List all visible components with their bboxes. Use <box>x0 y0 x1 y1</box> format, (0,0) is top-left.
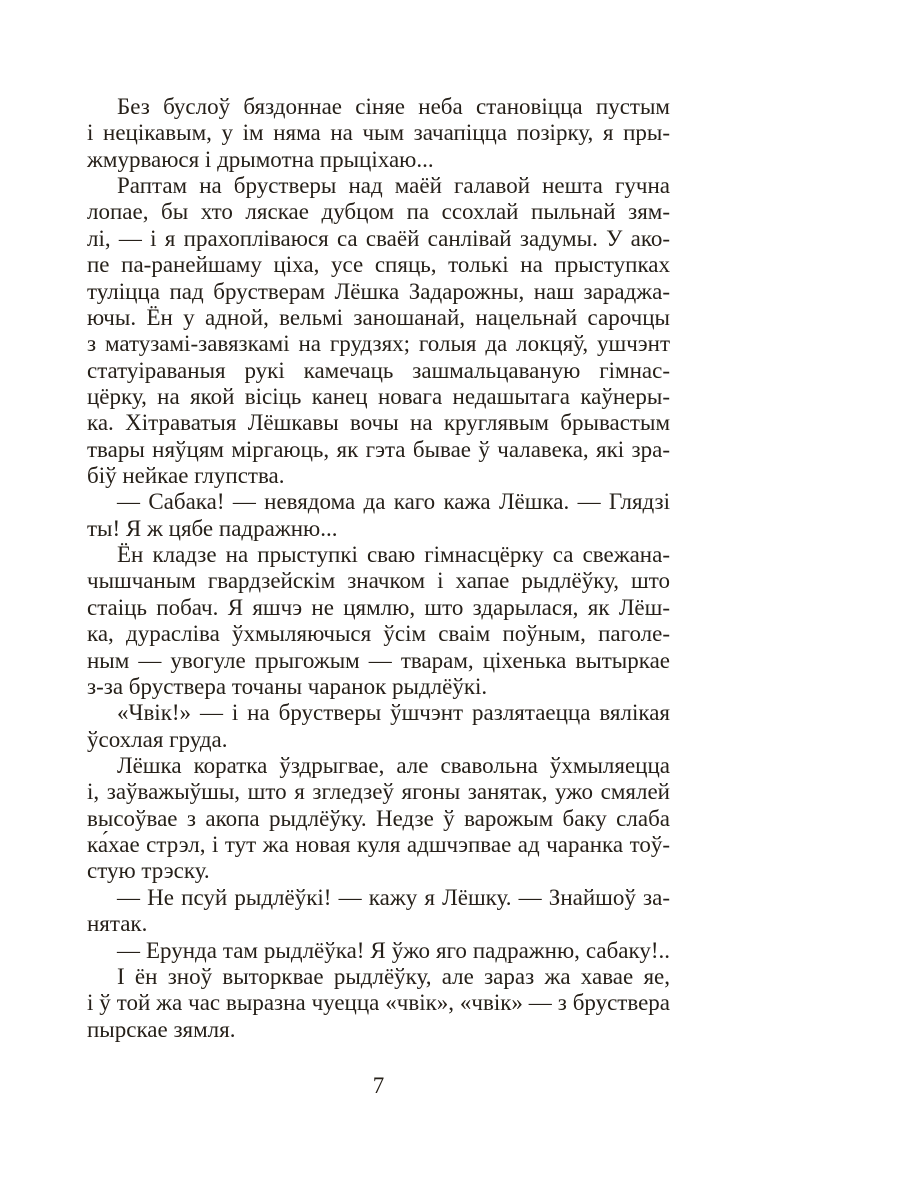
text-line: нятак. <box>87 911 148 937</box>
text-line: Лёшка коратка ўздрыгвае, але свавольна ўхмыляецца <box>117 752 670 778</box>
paragraph <box>87 94 670 173</box>
text-line: стаіць побач. Я яшчэ не цямлю, што здарылася, як Лёш- <box>87 594 670 620</box>
text-line: высоўвае з акопа рыдлёўку. Недзе ў варожым баку слаба <box>87 805 670 831</box>
text-line: ка. Хітраватыя Лёшкавы вочы на круглявым брывастым <box>87 410 670 436</box>
text-line: ўсохлая груда. <box>87 726 228 752</box>
paragraph <box>87 700 670 753</box>
page-number: 7 <box>372 1073 385 1098</box>
text-line: І ён зноў выторквае рыдлёўку, але зараз жа хавае яе, <box>117 963 670 989</box>
text-line: ты! Я ж цябе падражню... <box>87 515 338 541</box>
paragraph <box>87 173 670 489</box>
text-line: цёрку, на якой вісіць канец новага недашытага каўнеры- <box>87 383 670 409</box>
text-line: ка́хае стрэл, і тут жа новая куля адшчэпвае ад чаранка тоў- <box>87 832 670 858</box>
text-line: туліцца пад брустверам Лёшка Задарожны, наш зараджа- <box>87 278 670 304</box>
text-line: з-за бруствера точаны чаранок рыдлёўкі. <box>87 673 488 699</box>
text-line: лопае, бы хто ляскае дубцом па ссохлай пыльнай зям- <box>87 199 670 225</box>
paragraph <box>87 489 670 542</box>
text-line: жмурваюся і дрымотна прыціхаю... <box>87 146 434 172</box>
paragraph <box>87 885 670 938</box>
text-line: ка, дурасліва ўхмыляючыся ўсім сваім поўным, паголе- <box>87 621 670 647</box>
text-line: твары няўцям міргаюць, як гэта бывае ў чалавека, які зра- <box>87 436 670 462</box>
text-line: чышчаным гвардзейскім значком і хапае рыдлёўку, што <box>87 568 670 594</box>
paragraph <box>87 938 670 964</box>
text-line: Ён кладзе на прыступкі сваю гімнасцёрку са свежана- <box>117 542 670 568</box>
text-line: ным — увогуле прыгожым — тварам, ціхенька вытыркае <box>87 647 670 673</box>
text-line: пырскае зямля. <box>87 1016 236 1042</box>
text-line: біў нейкае глупства. <box>87 463 285 489</box>
page-text <box>87 94 670 1043</box>
paragraph <box>87 964 670 1043</box>
text-line: лі, — і я прахопліваюся са сваёй санлівай задумы. У ако- <box>87 225 670 251</box>
paragraph <box>87 753 670 885</box>
text-line: Без буслоў бяздоннае сіняе неба становіцца пустым <box>117 94 670 119</box>
text-line: — Ерунда там рыдлёўка! Я ўжо яго падражню, сабаку!.. <box>117 937 670 963</box>
text-line: — Сабака! — невядома да каго кажа Лёшка. — Глядзі <box>117 489 670 515</box>
text-line: пе па-ранейшаму ціха, усе спяць, толькі на прыступках <box>87 252 670 278</box>
text-line: «Чвік!» — і на брустверы ўшчэнт разлятаецца вялікая <box>117 700 670 726</box>
text-line: — Не псуй рыдлёўкі! — кажу я Лёшку. — Знайшоў за- <box>117 884 670 910</box>
text-line: і ў той жа час выразна чуецца «чвік», «чвік» — з бруствера <box>87 990 670 1016</box>
text-line: і нецікавым, у ім няма на чым зачапіцца позірку, я пры- <box>87 120 670 146</box>
text-line: і, заўважыўшы, што я згледзеў ягоны занятак, ужо смялей <box>87 779 670 805</box>
text-line: статуіраваныя рукі камечаць зашмальцаваную гімнас- <box>87 357 670 383</box>
paragraph <box>87 542 670 700</box>
text-line: ючы. Ён у адной, вельмі заношанай, нацельнай сарочцы <box>87 304 670 330</box>
text-line: стую трэску. <box>87 858 210 884</box>
text-line: з матузамі-завязкамі на грудзях; голыя да локцяў, ушчэнт <box>87 331 670 357</box>
text-line: Раптам на брустверы над маёй галавой нешта гучна <box>117 173 670 199</box>
